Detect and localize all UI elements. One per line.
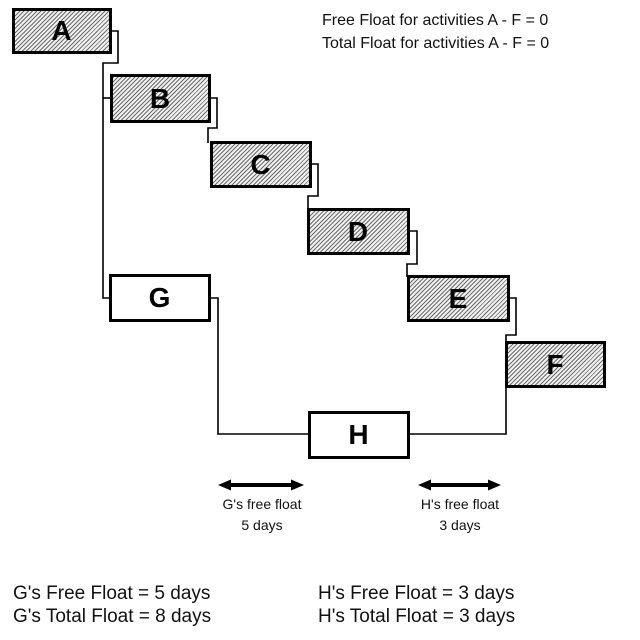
h-free-float-double-arrow-icon <box>418 480 501 491</box>
summary-g-total-float: G's Total Float = 8 days <box>13 606 212 627</box>
activity-label-a: A <box>51 15 73 46</box>
activity-box-h <box>308 411 410 459</box>
activity-label-c: C <box>250 148 272 180</box>
activity-label-h: H <box>348 419 370 450</box>
g-free-float-double-arrow-icon <box>218 480 304 491</box>
h-free-float-value: 3 days <box>439 517 481 533</box>
g-free-float-label: G's free float <box>222 496 302 512</box>
activity-box-d <box>307 208 410 255</box>
activity-box-f <box>505 341 606 388</box>
connector-a-to-g <box>103 31 118 298</box>
activity-box-b <box>110 74 211 123</box>
summary-h-total-float: H's Total Float = 3 days <box>318 606 516 627</box>
note-line-total-float: Total Float for activities A - F = 0 <box>322 35 550 52</box>
activity-label-g: G <box>148 282 172 313</box>
activity-box-a <box>12 8 112 54</box>
activity-label-d: D <box>347 215 370 247</box>
summary-g-free-float: G's Free Float = 5 days <box>13 583 211 604</box>
activity-box-c <box>210 141 312 188</box>
activity-label-b: B <box>149 82 172 114</box>
g-free-float-value: 5 days <box>241 517 283 533</box>
activity-box-e <box>407 275 510 322</box>
note-line-free-float: Free Float for activities A - F = 0 <box>322 12 549 29</box>
h-free-float-label: H's free float <box>420 496 500 512</box>
connector-g-to-h <box>211 298 308 434</box>
summary-h-free-float: H's Free Float = 3 days <box>318 583 515 604</box>
activity-box-g <box>109 274 211 322</box>
activity-label-e: E <box>448 282 469 314</box>
float-note <box>322 9 549 55</box>
activity-label-f: F <box>546 348 565 380</box>
